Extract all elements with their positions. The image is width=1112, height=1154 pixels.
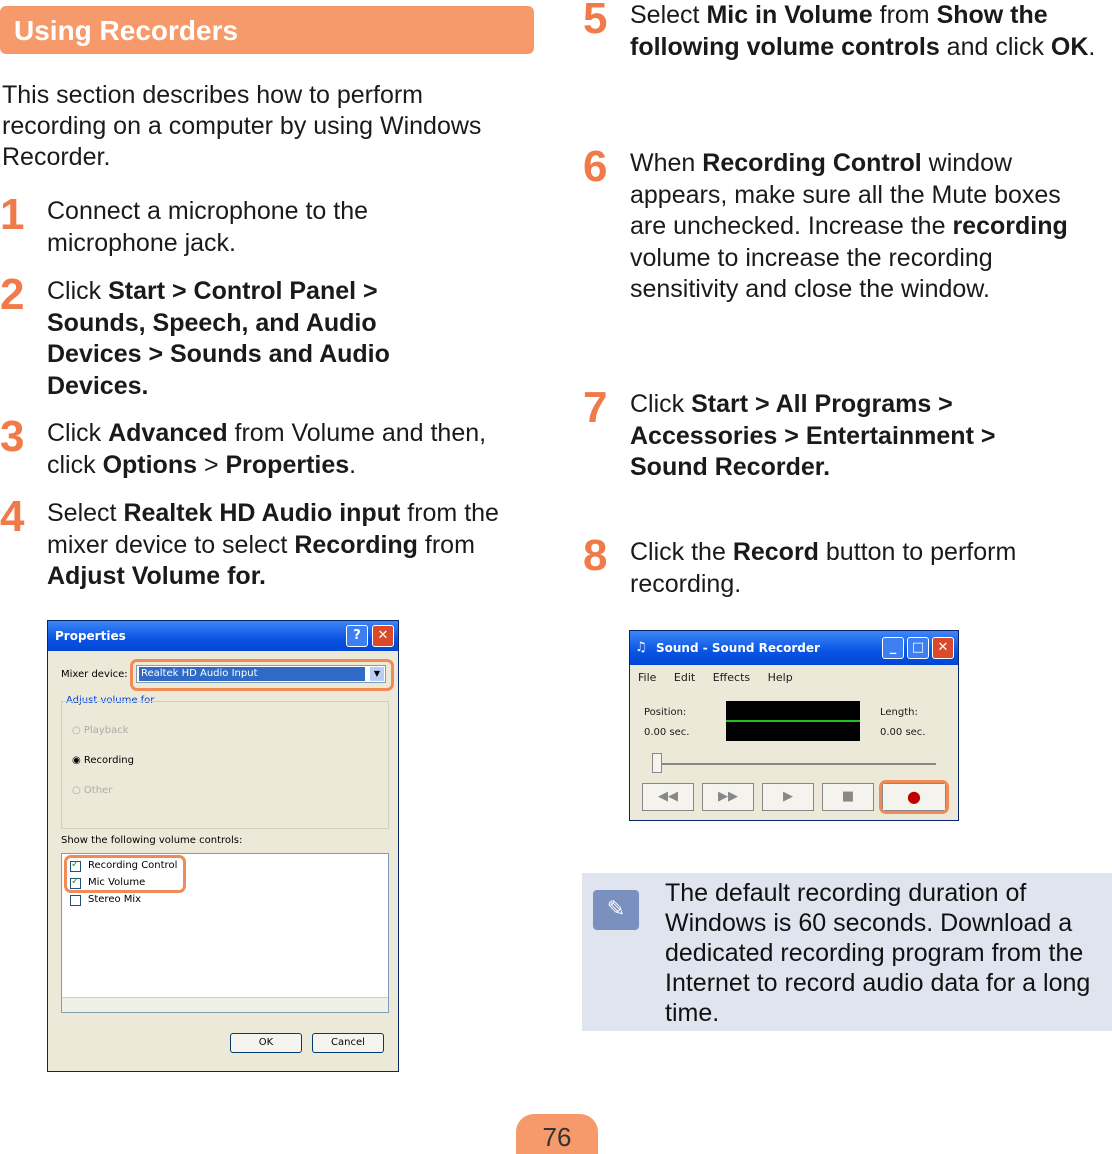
radio-other[interactable]: ○ Other [72,785,113,796]
list-item[interactable]: ✓ Mic Volume [70,877,145,888]
waveform-display [726,701,860,741]
record-button[interactable]: ● [882,783,946,811]
step-number: 1 [0,190,25,239]
list-item[interactable]: ✓ Recording Control [70,860,177,871]
pencil-icon: ✎ [593,890,639,930]
adjust-label: Adjust volume for [66,695,155,706]
checkbox[interactable] [70,895,81,906]
radio-recording[interactable]: ◉ Recording [72,755,134,766]
help-icon[interactable]: ? [346,625,368,647]
step-number: 4 [0,492,25,541]
show-label: Show the following volume controls: [61,835,243,846]
forward-button[interactable]: ▶▶ [702,783,754,811]
close-icon[interactable]: ✕ [932,637,954,659]
mixer-select-value: Realtek HD Audio Input [139,667,365,681]
cancel-button[interactable]: Cancel [312,1033,384,1053]
play-button[interactable]: ▶ [762,783,814,811]
highlight-controls [64,855,186,893]
recorder-titlebar [630,631,958,665]
step-text: Click Start > All Programs > Accessories > Entertainment > Sound Recorder. [630,390,996,481]
properties-dialog [47,620,399,1072]
step-number: 2 [0,270,25,319]
seek-thumb[interactable] [652,753,662,773]
step-text: Select Mic in Volume from Show the following volume controls and click OK. [630,1,1096,61]
dialog-title: Properties [55,629,126,643]
position-readout: Position: 0.00 sec. [644,707,690,738]
step-number: 7 [583,383,608,432]
page-number: 76 [542,1122,572,1152]
step-number: 8 [583,531,608,580]
recorder-title: Sound - Sound Recorder [656,641,820,655]
menu-file[interactable]: File [638,671,657,684]
waveform-line [726,720,860,722]
highlight-record [879,780,949,814]
note-text: The default recording duration of Windows is 60 seconds. Download a dedicated recording program from the Internet to record audio data for a long time. [665,879,1091,1027]
step-text: When Recording Control window appears, make sure all the Mute boxes are unchecked. Increase the recording volume to increase the recording sensitivity and close the window. [630,149,1068,303]
dialog-titlebar [48,621,398,651]
stop-button[interactable]: ■ [822,783,874,811]
horizontal-scrollbar[interactable] [62,997,388,1012]
step-text: Click the Record button to perform recording. [630,538,1017,598]
menu-edit[interactable]: Edit [673,671,696,684]
section-title: Using Recorders [14,15,239,46]
intro-text: This section describes how to perform recording on a computer by using Windows Recorder. [2,81,482,171]
section-title-bar [0,6,534,54]
chevron-down-icon[interactable]: ▼ [370,667,384,681]
rewind-button[interactable]: ◀◀ [642,783,694,811]
menu-bar [638,671,793,684]
radio-playback[interactable]: ○ Playback [72,725,129,736]
ok-button[interactable]: OK [230,1033,302,1053]
step-text: Connect a microphone to the microphone jack. [47,197,369,257]
highlight-mixer [130,659,394,691]
speaker-icon: ♫ [635,640,647,655]
page-number-tab [516,1114,598,1154]
step-number: 5 [583,0,608,43]
seek-track[interactable] [656,763,936,765]
length-readout: Length: 0.00 sec. [880,707,926,738]
note-box [582,873,1112,1031]
sound-recorder-window [629,630,959,821]
menu-effects[interactable]: Effects [712,671,751,684]
step-text: Click Start > Control Panel > Sounds, Speech, and Audio Devices > Sounds and Audio Devices. [47,277,390,400]
step-number: 3 [0,412,25,461]
maximize-icon[interactable]: □ [907,637,929,659]
step-number: 6 [583,142,608,191]
step-text: Click Advanced from Volume and then, click Options > Properties. [47,419,487,479]
step-text: Select Realtek HD Audio input from the mixer device to select Recording from Adjust Volume for. [47,499,499,590]
close-icon[interactable]: ✕ [372,625,394,647]
mixer-label: Mixer device: [61,669,128,680]
list-item[interactable]: Stereo Mix [70,894,141,905]
minimize-icon[interactable]: _ [882,637,904,659]
menu-help[interactable]: Help [767,671,793,684]
